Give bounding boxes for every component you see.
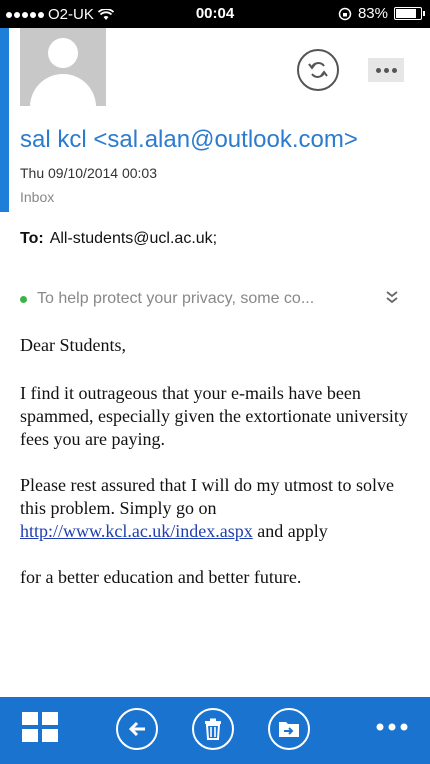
reply-button[interactable] xyxy=(297,49,339,91)
email-body xyxy=(20,334,415,589)
email-folder: Inbox xyxy=(20,189,55,205)
move-button[interactable] xyxy=(268,708,314,754)
body-paragraph: I find it outrageous that your e-mails have been spammed, especially given the extortionate university fees you are paying. xyxy=(20,383,408,449)
chevron-down-icon[interactable] xyxy=(384,288,400,308)
more-icon xyxy=(376,68,381,73)
battery-icon xyxy=(394,7,422,20)
apps-grid-icon xyxy=(20,708,60,748)
email-date: Thu 09/10/2014 00:03 xyxy=(20,165,158,181)
more-options-button[interactable] xyxy=(368,58,404,82)
app-bar-more-button[interactable] xyxy=(372,717,418,763)
paragraph-text: Please rest assured that I will do my utmost to solve this problem. Simply go on xyxy=(20,475,394,518)
back-icon xyxy=(126,718,148,740)
greeting: Dear Students, xyxy=(20,335,126,355)
reply-icon xyxy=(306,58,330,82)
contact-avatar-icon xyxy=(20,28,106,106)
unread-accent-bar xyxy=(0,28,9,212)
email-link[interactable]: http://www.kcl.ac.uk/index.aspx xyxy=(20,521,253,541)
privacy-notice-text: To help protect your privacy, some co... xyxy=(37,290,315,307)
delete-button[interactable] xyxy=(192,708,238,754)
apps-button[interactable] xyxy=(20,708,66,754)
more-icon xyxy=(372,717,412,737)
sender-address[interactable]: sal kcl <sal.alan@outlook.com> xyxy=(20,126,358,153)
rotation-lock-icon xyxy=(338,7,352,21)
move-icon xyxy=(278,719,300,739)
to-recipient[interactable]: All-students@ucl.ac.uk; xyxy=(49,230,218,247)
carrier-name: O2-UK xyxy=(48,6,94,23)
battery-percent: 83% xyxy=(357,5,388,22)
battery-area xyxy=(338,5,422,22)
body-paragraph-with-link xyxy=(20,474,415,543)
delete-icon xyxy=(203,718,223,740)
privacy-notice[interactable] xyxy=(20,288,400,310)
status-dot-icon xyxy=(20,296,27,303)
status-bar xyxy=(0,0,430,28)
to-label: To: xyxy=(20,230,44,247)
bottom-app-bar xyxy=(0,697,430,764)
recipients-row[interactable] xyxy=(20,230,217,248)
status-time: 00:04 xyxy=(195,5,235,22)
back-button[interactable] xyxy=(116,708,162,754)
body-paragraph: for a better education and better future. xyxy=(20,567,302,587)
paragraph-text: and apply xyxy=(252,521,328,541)
